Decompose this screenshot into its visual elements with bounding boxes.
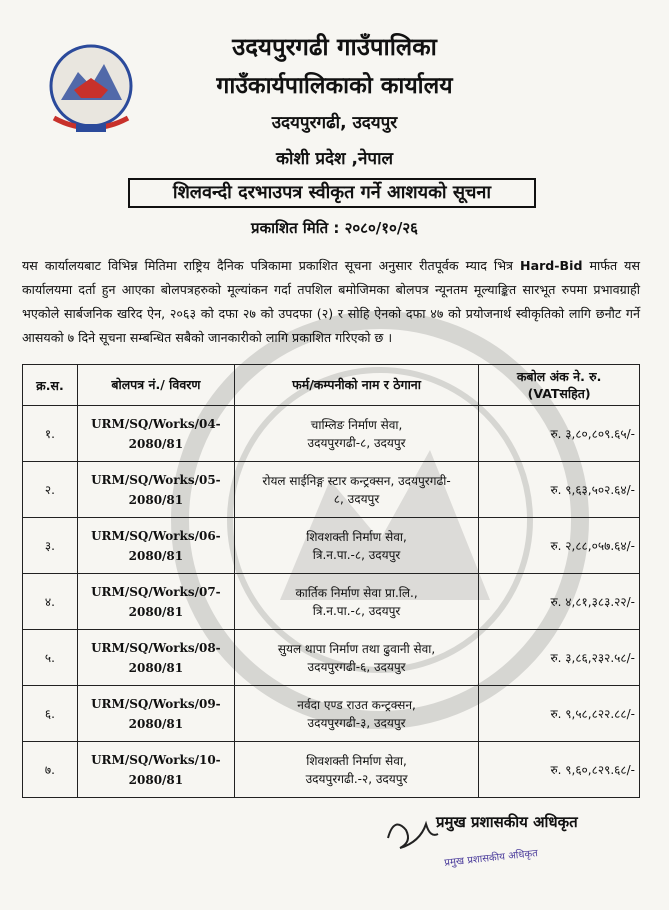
row-firm-line2: उदयपुरगढी-३, उदयपुर	[307, 715, 406, 730]
row-sn: ४.	[23, 574, 78, 630]
row-ref	[77, 406, 234, 462]
row-firm-line2: उदयपुरगढी-६, उदयपुर	[307, 659, 406, 674]
signatory-title: प्रमुख प्रशासकीय अधिकृत	[436, 813, 578, 831]
row-ref-line1: URM/SQ/Works/10-	[91, 752, 221, 767]
row-firm	[234, 686, 478, 742]
table-header-row	[23, 365, 640, 406]
row-firm-line2: उदयपुरगढी.-२, उदयपुर	[305, 771, 408, 786]
bid-table	[22, 364, 640, 798]
row-sn: ६.	[23, 686, 78, 742]
header-sn: क्र.स.	[23, 365, 78, 406]
notice-title: शिलवन्दी दरभाउपत्र स्वीकृत गर्ने आशयको सूचना	[128, 178, 536, 208]
header-amount-line1: कबोल अंक ने. रु.	[516, 369, 602, 384]
row-ref	[77, 574, 234, 630]
row-sn: ७.	[23, 742, 78, 798]
row-amount: रु. ३,८०,८०९.६५/-	[479, 406, 640, 462]
row-ref-line1: URM/SQ/Works/09-	[91, 696, 221, 711]
header-amount-line2: (VATसहित)	[527, 386, 591, 401]
row-sn: १.	[23, 406, 78, 462]
row-firm-line1: चाम्लिङ निर्माण सेवा,	[310, 417, 403, 432]
row-firm-line1: रोयल साईनिङ्ग स्टार कन्ट्रक्सन, उदयपुरगढी-	[262, 473, 451, 488]
signature-scribble-icon	[380, 808, 440, 858]
row-ref	[77, 686, 234, 742]
row-firm-line2: त्रि.न.पा.-८, उदयपुर	[312, 603, 401, 618]
office-address: उदयपुरगढी, उदयपुर	[271, 113, 398, 133]
office-subtitle: गाउँकार्यपालिकाको कार्यालय	[216, 73, 453, 99]
signature-block	[380, 808, 650, 868]
table-row	[23, 518, 640, 574]
row-ref-line1: URM/SQ/Works/04-	[91, 416, 221, 431]
row-ref-line2: 2080/81	[128, 660, 184, 675]
row-sn: ३.	[23, 518, 78, 574]
body-text-post: मार्फत यस कार्यालयमा दर्ता हुन आएका बोलपत्रहरुको मूल्यांकन गर्दा तपशिल बमोजिमका बोलपत्र न्यूनतम मूल्याङ्कित सारभूत रुपमा प्रभावग्राही भएकोले सार्बजनिक खरिद ऐन, २०६३ को दफा २७ को उपदफा (२) र सोहि ऐनको दफा ४७ को प्रयोजनार्थ स्वीकृतिको लागि छनौट गर्ने आसयको ७ दिने सूचना सम्बन्धित सबैको जानकारीको लागि प्रकाशित गरिएको छ ।	[22, 258, 640, 345]
row-firm	[234, 630, 478, 686]
row-firm-line2: ८, उदयपुर	[333, 491, 380, 506]
body-text-pre: यस कार्यालयबाट विभिन्न मितिमा राष्ट्रिय दैनिक पत्रिकामा प्रकाशित सूचना अनुसार रीतपूर्वक म्याद भित्र	[22, 258, 514, 273]
header-amount	[479, 365, 640, 406]
header-ref: बोलपत्र नं./ विवरण	[77, 365, 234, 406]
row-ref-line2: 2080/81	[128, 604, 184, 619]
office-province: कोशी प्रदेश ,नेपाल	[276, 149, 393, 169]
published-date: प्रकाशित मिति : २०८०/१०/२६	[251, 219, 418, 237]
row-amount: रु. ९,६३,५०२.६४/-	[479, 462, 640, 518]
row-ref-line2: 2080/81	[128, 772, 184, 787]
row-firm	[234, 406, 478, 462]
row-ref-line2: 2080/81	[128, 436, 184, 451]
row-sn: ५.	[23, 630, 78, 686]
row-ref-line2: 2080/81	[128, 548, 184, 563]
row-sn: २.	[23, 462, 78, 518]
table-row	[23, 406, 640, 462]
row-firm-line2: त्रि.न.पा.-८, उदयपुर	[312, 547, 401, 562]
row-ref	[77, 518, 234, 574]
notice-body	[22, 254, 640, 350]
row-firm	[234, 742, 478, 798]
row-firm-line2: उदयपुरगढी-८, उदयपुर	[307, 435, 406, 450]
signatory-stamp: प्रमुख प्रशासकीय अधिकृत	[443, 848, 539, 869]
row-ref-line1: URM/SQ/Works/05-	[91, 472, 221, 487]
row-ref-line1: URM/SQ/Works/08-	[91, 640, 221, 655]
row-amount: रु. २,८८,०५७.६४/-	[479, 518, 640, 574]
row-firm-line1: शिवशक्ती निर्माण सेवा,	[306, 753, 407, 768]
row-ref-line2: 2080/81	[128, 716, 184, 731]
row-ref	[77, 462, 234, 518]
table-row	[23, 630, 640, 686]
row-firm-line1: नर्वदा एण्ड राउत कन्ट्रक्सन,	[297, 697, 416, 712]
row-ref	[77, 742, 234, 798]
row-firm-line1: शिवशक्ती निर्माण सेवा,	[306, 529, 407, 544]
row-firm	[234, 462, 478, 518]
table-row	[23, 686, 640, 742]
row-ref-line1: URM/SQ/Works/07-	[91, 584, 221, 599]
office-name: उदयपुरगढी गाउँपालिका	[232, 33, 437, 61]
header-firm: फर्म/कम्पनीको नाम र ठेगाना	[234, 365, 478, 406]
table-row	[23, 462, 640, 518]
body-text-hardbid: Hard-Bid	[520, 258, 583, 273]
row-ref-line1: URM/SQ/Works/06-	[91, 528, 221, 543]
row-ref-line2: 2080/81	[128, 492, 184, 507]
table-row	[23, 742, 640, 798]
row-amount: रु. ४,८१,३८३.२२/-	[479, 574, 640, 630]
table-row	[23, 574, 640, 630]
row-amount: रु. ३,८६,२३२.५८/-	[479, 630, 640, 686]
row-amount: रु. ९,६०,८२९.६८/-	[479, 742, 640, 798]
row-ref	[77, 630, 234, 686]
row-amount: रु. ९,५८,८२२.८८/-	[479, 686, 640, 742]
row-firm	[234, 574, 478, 630]
row-firm	[234, 518, 478, 574]
row-firm-line1: कार्तिक निर्माण सेवा प्रा.लि.,	[295, 585, 418, 600]
row-firm-line1: सुयल थापा निर्माण तथा ढुवानी सेवा,	[277, 641, 436, 656]
